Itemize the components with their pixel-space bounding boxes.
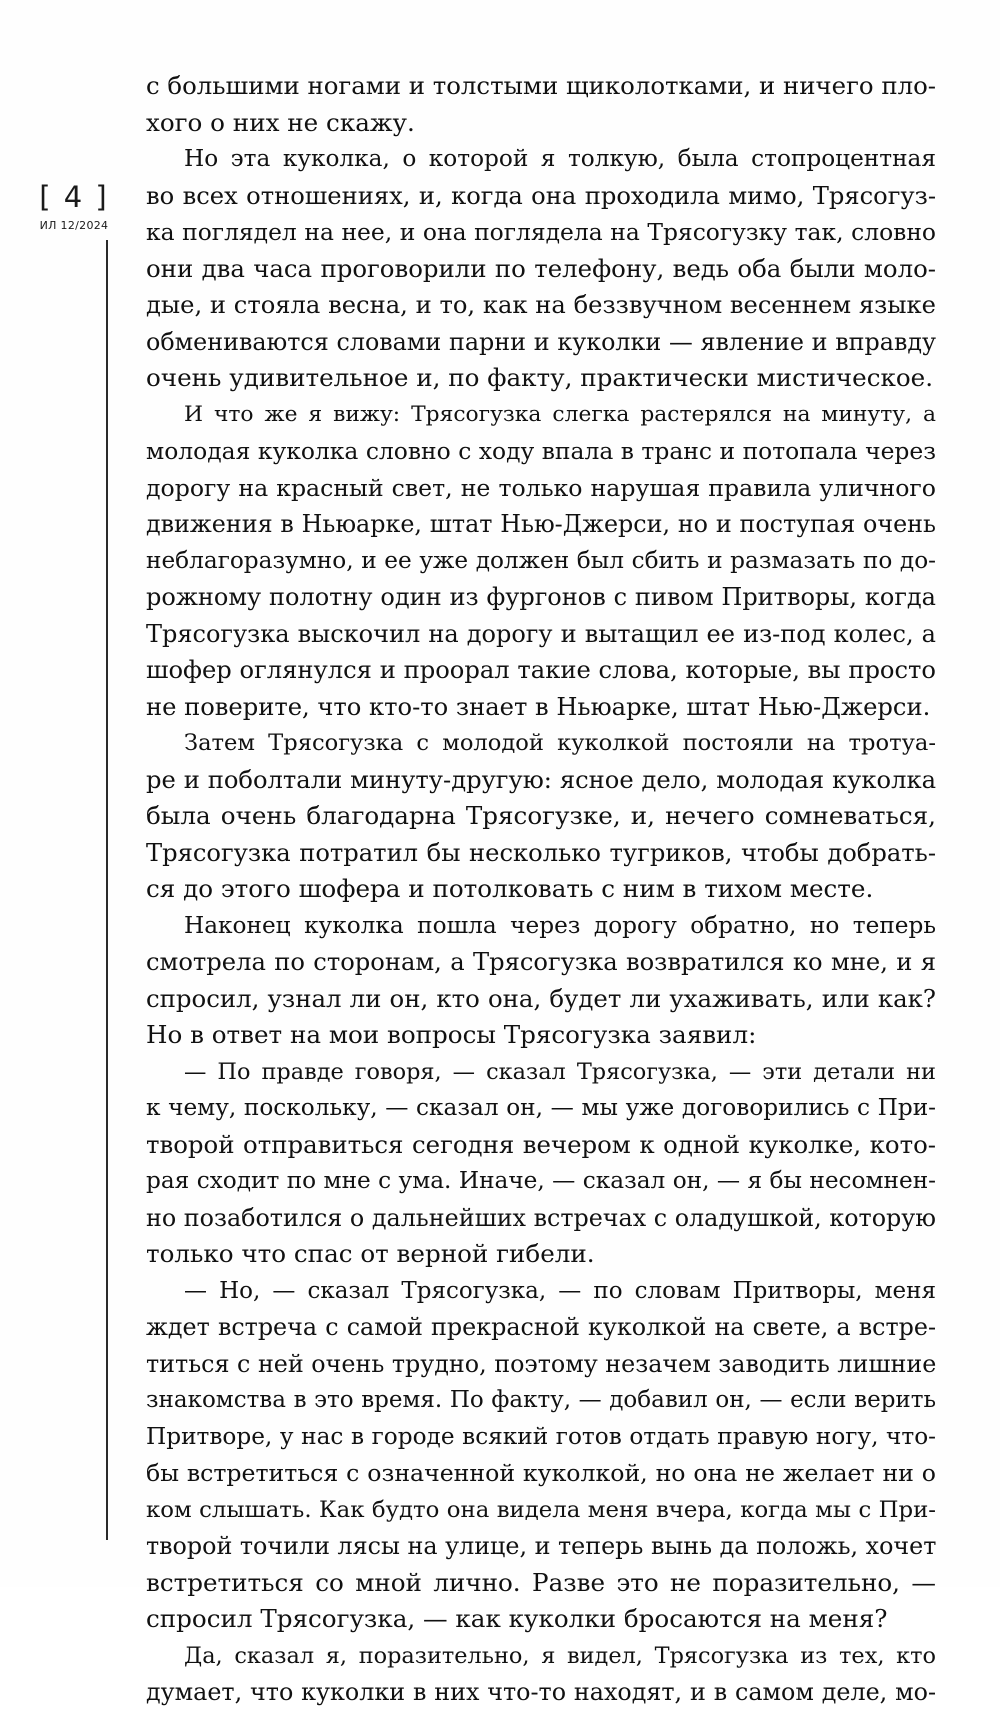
text-line: с большими ногами и толстыми щиколотками, и ничего пло- [146,71,936,100]
text-line: Но в ответ на мои вопросы Трясогузка заявил: [146,1020,757,1049]
text-line: ре и поболтали минуту-другую: ясное дело, молодая куколка [146,765,936,794]
text-line: к чему, поскольку, — сказал он, — мы уже договорились с При- [146,1094,936,1121]
text-line: И что же я вижу: Трясогузка слегка растерялся на минуту, а [184,401,936,427]
text-line: ком слышать. Как будто она видела меня вчера, когда мы с При- [146,1496,936,1523]
text-line: дорогу на красный свет, не только нарушая правила уличного [146,473,936,502]
text-line: ждет встреча с самой прекрасной куколкой на свете, а встре- [146,1313,936,1341]
text-line: знакомства в это время. По факту, — добавил он, — если верить [146,1387,936,1413]
folio [36,180,112,233]
text-line: Затем Трясогузка с молодой куколкой постояли на тротуа- [184,730,936,756]
text-line: думает, что куколки в них что-то находят, и в самом деле, мо- [146,1678,936,1706]
text-line: не поверите, что кто-то знает в Ньюарке, штат Нью-Джерси. [146,692,931,721]
text-line: очень удивительное и, по факту, практически мистическое. [146,363,934,392]
text-line: смотрела по сторонам, а Трясогузка возвратился ко мне, и я [146,948,936,976]
text-line: Но эта куколка, о которой я толкую, была стопроцентная [184,145,936,172]
text-line: движения в Ньюарке, штат Нью-Джерси, но и поступая очень [146,510,936,538]
text-line: Трясогузка потратил бы несколько тугриков, чтобы добрать- [146,838,936,867]
text-line: титься с ней очень трудно, поэтому незачем заводить лишние [146,1349,937,1378]
text-line: Трясогузка выскочил на дорогу и вытащил ее из-под колес, а [146,619,936,648]
text-line: они два часа проговорили по телефону, ведь оба были моло- [146,253,936,283]
text-line: творой отправиться сегодня вечером к одной куколке, кото- [146,1129,936,1159]
text-line: молодая куколка словно с ходу впала в транс и потопала через [146,437,936,465]
text-line: рая сходит по мне с ума. Иначе, — сказал он, — я бы несомнен- [146,1167,936,1194]
text-line: ка поглядел на нее, и она поглядела на Трясогузку так, словно [146,218,936,246]
issue-label: ИЛ 12/2024 [39,219,109,232]
margin-rule [106,240,108,1540]
text-line: дые, и стояла весна, и то, как на беззвучном весеннем языке [146,291,936,319]
text-line: — Но, — сказал Трясогузка, — по словам Притворы, меня [184,1277,936,1304]
text-line: обмениваются словами парни и куколки — явление и вправду [146,327,936,356]
text-line: хого о них не скажу. [146,107,415,137]
text-line: спросил Трясогузка, — как куколки бросаются на меня? [146,1604,888,1633]
text-line: Притворе, у нас в городе всякий готов отдать правую ногу, что- [146,1422,936,1450]
text-line: была очень благодарна Трясогузке, и, нечего сомневаться, [146,801,936,830]
text-line: Наконец куколка пошла через дорогу обратно, но теперь [184,911,936,939]
text-line: Да, сказал я, поразительно, я видел, Трясогузка из тех, кто [184,1642,936,1669]
body-text [146,68,936,1711]
text-line: неблагоразумно, и ее уже должен был сбить и размазать по до- [146,546,936,574]
text-line: ся до этого шофера и потолковать с ним в тихом месте. [146,874,874,903]
text-line: — По правде говоря, — сказал Трясогузка, — эти детали ни [184,1058,936,1085]
text-line: но позаботился о дальнейших встречах с оладушкой, которую [146,1203,936,1232]
text-line: творой точили лясы на улице, и теперь вынь да положь, хочет [146,1532,937,1560]
text-line: спросил, узнал ли он, кто она, будет ли ухаживать, или как? [146,983,936,1013]
text-line: во всех отношениях, и, когда она проходила мимо, Трясогуз- [146,181,936,210]
text-line: рожному полотну один из фургонов с пивом Притворы, когда [146,583,936,611]
text-line: бы встретиться с означенной куколкой, но она не желает ни о [146,1459,936,1487]
text-line: шофер оглянулся и проорал такие слова, которые, вы просто [146,656,936,684]
text-line: встретиться со мной лично. Разве это не поразительно, — [146,1567,936,1597]
page-number: [ 4 ] [39,180,109,214]
text-line: только что спас от верной гибели. [146,1239,595,1268]
